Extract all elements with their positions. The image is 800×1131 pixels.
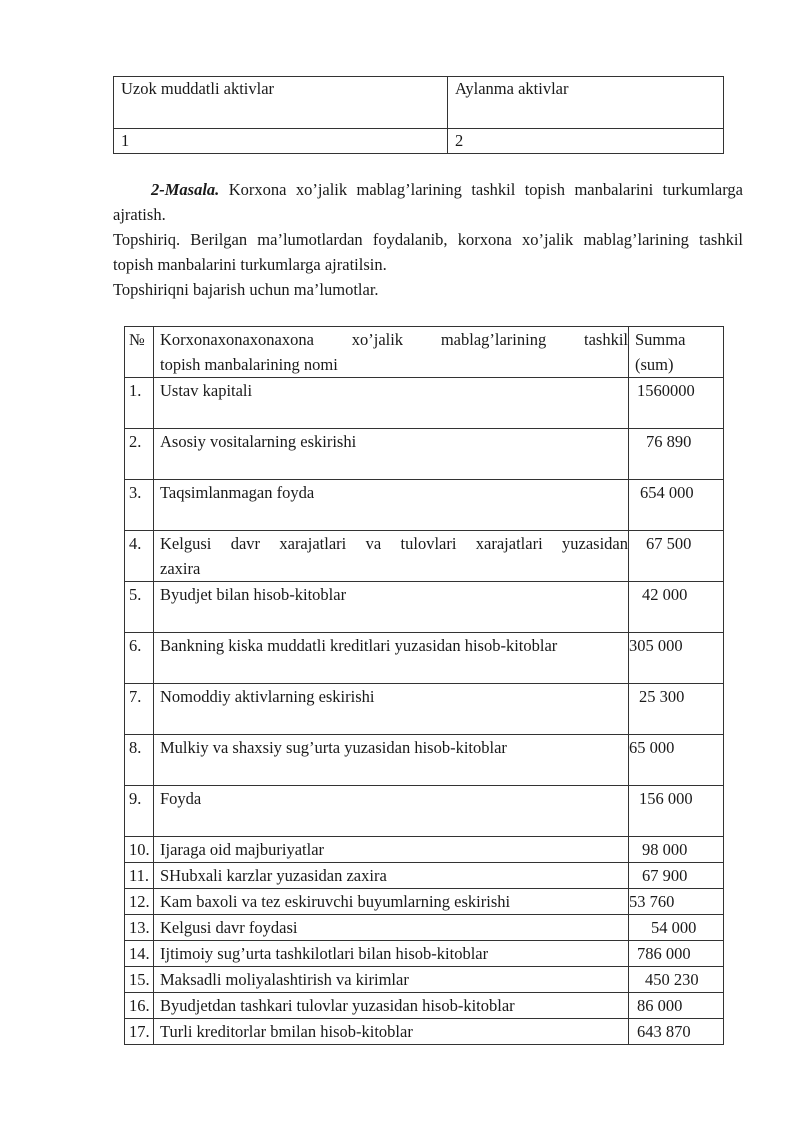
row-sum: 53 760 (629, 889, 724, 915)
table-row (125, 967, 724, 993)
row-source-name: Asosiy vositalarning eskirishi (154, 429, 629, 480)
row-sum: 76 890 (629, 429, 724, 480)
row-source-name: Kam baxoli va tez eskiruvchi buyumlarning eskirishi (154, 889, 629, 915)
row-source-name: Foyda (154, 786, 629, 837)
row-number: 14. (125, 941, 154, 967)
row-sum: 65 000 (629, 735, 724, 786)
row-source-name: Byudjet bilan hisob-kitoblar (154, 582, 629, 633)
row-number: 1. (125, 378, 154, 429)
row-number: 4. (125, 531, 154, 582)
table-row (125, 531, 724, 582)
table-row (125, 863, 724, 889)
row-sum: 1560000 (629, 378, 724, 429)
header-source-name: Korxonaxonaxonaxona xo’jalik mablag’larining tashkil topish manbalarining nomi (154, 327, 629, 378)
table-row (125, 889, 724, 915)
task-intro-text: Korxona xo’jalik mablag’larining tashkil topish manbalarini turkumlarga ajratish. (113, 180, 743, 224)
table-row (125, 735, 724, 786)
funding-sources-table (124, 326, 724, 1045)
row-number: 15. (125, 967, 154, 993)
row-sum: 67 500 (629, 531, 724, 582)
table-row (125, 684, 724, 735)
row-number: 6. (125, 633, 154, 684)
header-long-term-assets: Uzok muddatli aktivlar (114, 77, 448, 129)
row-number: 5. (125, 582, 154, 633)
row-source-name: Ustav kapitali (154, 378, 629, 429)
row-number: 16. (125, 993, 154, 1019)
row-source-name: SHubxali karzlar yuzasidan zaxira (154, 863, 629, 889)
table-row (125, 480, 724, 531)
table-row (125, 1019, 724, 1045)
header-sum: Summa (sum) (629, 327, 724, 378)
table-row (125, 941, 724, 967)
row-source-name: Kelgusi davr xarajatlari va tulovlari xarajatlari yuzasidan zaxira (154, 531, 629, 582)
column-number-1: 1 (114, 129, 448, 154)
funding-sources-header-row (125, 327, 724, 378)
row-sum: 156 000 (629, 786, 724, 837)
row-sum: 54 000 (629, 915, 724, 941)
row-source-name: Ijtimoiy sug’urta tashkilotlari bilan hisob-kitoblar (154, 941, 629, 967)
table-row (125, 633, 724, 684)
row-sum: 67 900 (629, 863, 724, 889)
column-number-2: 2 (448, 129, 724, 154)
task-intro-paragraph (113, 177, 743, 227)
row-sum: 654 000 (629, 480, 724, 531)
header-number: № (125, 327, 154, 378)
row-number: 9. (125, 786, 154, 837)
row-source-name: Maksadli moliyalashtirish va kirimlar (154, 967, 629, 993)
asset-categories-header-row (114, 77, 724, 129)
row-number: 11. (125, 863, 154, 889)
table-row (125, 429, 724, 480)
task-title: 2-Masala. (151, 180, 220, 199)
row-source-name: Taqsimlanmagan foyda (154, 480, 629, 531)
table-row (125, 915, 724, 941)
table-row (125, 993, 724, 1019)
row-number: 13. (125, 915, 154, 941)
data-intro-paragraph: Topshiriqni bajarish uchun ma’lumotlar. (113, 280, 379, 299)
row-number: 7. (125, 684, 154, 735)
table-row (125, 786, 724, 837)
row-sum: 643 870 (629, 1019, 724, 1045)
row-number: 12. (125, 889, 154, 915)
header-current-assets: Aylanma aktivlar (448, 77, 724, 129)
row-number: 8. (125, 735, 154, 786)
table-row (125, 837, 724, 863)
row-sum: 42 000 (629, 582, 724, 633)
row-source-name: Nomoddiy aktivlarning eskirishi (154, 684, 629, 735)
row-source-name: Mulkiy va shaxsiy sug’urta yuzasidan hisob-kitoblar (154, 735, 629, 786)
row-source-name: Bankning kiska muddatli kreditlari yuzasidan hisob-kitoblar (154, 633, 629, 684)
row-sum: 98 000 (629, 837, 724, 863)
row-number: 3. (125, 480, 154, 531)
row-source-name: Kelgusi davr foydasi (154, 915, 629, 941)
asset-categories-number-row (114, 129, 724, 154)
row-source-name: Turli kreditorlar bmilan hisob-kitoblar (154, 1019, 629, 1045)
table-row (125, 582, 724, 633)
assignment-paragraph: Topshiriq. Berilgan ma’lumotlardan foydalanib, korxona xo’jalik mablag’larining tashkil topish manbalarini turkumlarga ajratilsin. (113, 230, 743, 274)
row-source-name: Byudjetdan tashkari tulovlar yuzasidan hisob-kitoblar (154, 993, 629, 1019)
table-row (125, 378, 724, 429)
row-number: 17. (125, 1019, 154, 1045)
row-sum: 450 230 (629, 967, 724, 993)
funding-sources-rows (125, 378, 724, 1045)
row-sum: 786 000 (629, 941, 724, 967)
row-sum: 25 300 (629, 684, 724, 735)
row-number: 10. (125, 837, 154, 863)
row-number: 2. (125, 429, 154, 480)
asset-categories-table (113, 76, 724, 154)
row-sum: 86 000 (629, 993, 724, 1019)
row-source-name: Ijaraga oid majburiyatlar (154, 837, 629, 863)
row-sum: 305 000 (629, 633, 724, 684)
